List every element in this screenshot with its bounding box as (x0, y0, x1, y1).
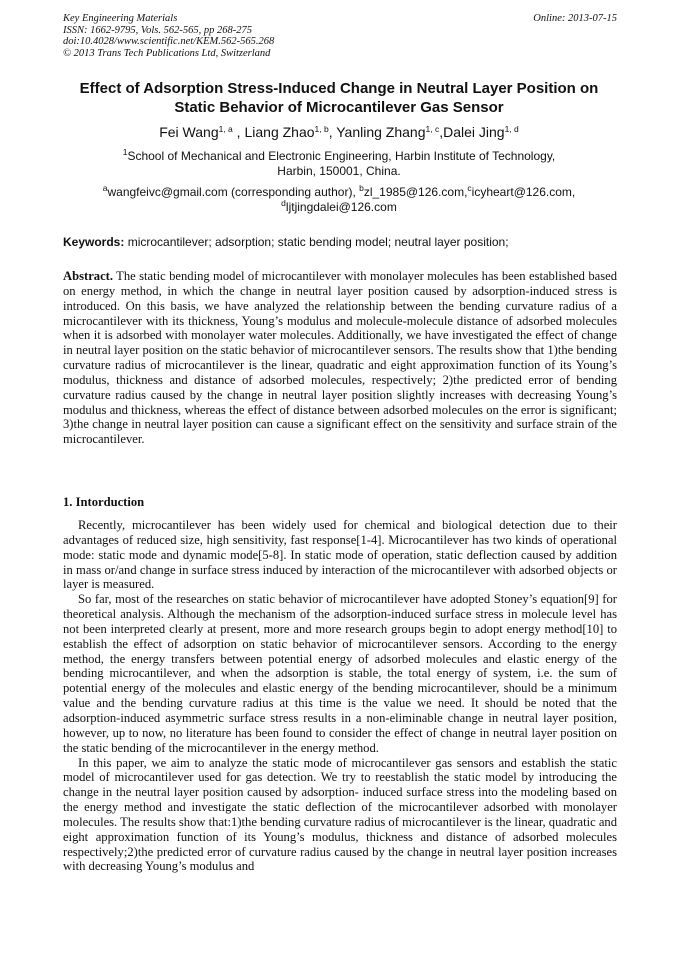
affiliation (40, 149, 638, 179)
author-1-sup: 1, a (218, 124, 233, 134)
email-sup-b: b (359, 183, 364, 193)
author-list (40, 123, 638, 141)
paragraph-2: So far, most of the researches on static behavior of microcantilever have adopted Stoney’s equation[9] for theoretical analysis. Although the mechanism of the adsorption-induced surface stress in molecule level has not been interpreted clearly at present, more and more research groups begin to adopt energy method[10] to establish the effect of adsorption on static behavior of microcantilever sensors. According to the energy method, the energy transfers between potential energy of adsorbed molecules and elastic energy of the bending microcantilever, and when the adsorption is stable, the total energy of system, i.e. the sum of potential energy of the molecules and elastic energy of the bending microcantilever, should be a minimum value and the bending curvature radius at this time is the value we need. It should be noted that the adsorption-induced asymmetric surface stress results in a non-eliminable change in neutral layer position, however, up to now, no literature has been found to consider the effect of change in neutral layer position on the static bending of the microcantilever in the energy method. (63, 592, 617, 755)
author-separator: , (232, 124, 245, 140)
abstract-label: Abstract. (63, 269, 114, 283)
copyright-line: © 2013 Trans Tech Publications Ltd, Switzerland (63, 47, 271, 59)
section-body (63, 518, 617, 874)
journal-header (63, 13, 617, 59)
doi-line: doi:10.4028/www.scientific.net/KEM.562-565.268 (63, 36, 275, 47)
author-separator: , (439, 124, 444, 140)
email-a: wangfeivc@gmail.com (corresponding author), (107, 185, 360, 199)
author-4-sup: 1, d (504, 124, 519, 134)
author-emails (40, 185, 638, 214)
author-2: Liang Zhao (244, 124, 315, 140)
keywords (63, 235, 617, 250)
email-sup-a: a (102, 183, 108, 193)
affiliation-sup: 1 (122, 147, 128, 157)
author-2-sup: 1, b (314, 124, 329, 134)
abstract-text: The static bending model of microcantilever with monolayer molecules has been established based on energy method, in which the change in neutral layer position caused by adsorption-induced stress is introduced. On this basis, we have analyzed the relationship between the bending curvature radius of a microcantilever with its thickness, Young’s modulus and molecule-molecule distance of adsorbed molecules when it is adsorbed with monolayer water molecules. Additionally, we have investigated the effect of change in neutral layer position on the static behavior of microcantilever sensors. The results show that 1)the bending curvature radius of microcantilever is the linear, quadratic and eight approximation function of its Young’s modulus, thickness and distance of adsorbed molecules, respectively; 2)the predicted error of bending curvature radius caused by the change in neutral layer position slightly increases with decreasing Young’s modulus and thickness, whereas the effect of distance between adsorbed molecules on the error is significant; 3)the change in neutral layer position can cause a significant effect on the sensitivity and surface strain of the microcantilever. (63, 269, 617, 447)
email-sup-d: d (281, 197, 286, 208)
abstract (63, 269, 617, 447)
online-date: Online: 2013-07-15 (533, 13, 617, 24)
email-d: ljtjingdalei@126.com (285, 199, 397, 214)
keywords-label: Keywords: (63, 235, 125, 249)
author-1: Fei Wang (159, 124, 219, 140)
author-separator: , (328, 124, 337, 140)
author-3: Yanling Zhang (336, 124, 426, 140)
title-line-1: Effect of Adsorption Stress-Induced Change in Neutral Layer Position on (79, 80, 599, 97)
journal-meta (63, 13, 274, 59)
affiliation-line-1 (40, 149, 638, 164)
email-b: zl_1985@126.com, (363, 185, 468, 199)
affiliation-line-2: Harbin, 150001, China. (277, 164, 401, 178)
paragraph-1: Recently, microcantilever has been widely used for chemical and biological detection due to their advantages of reduced size, high sensitivity, fast response[1-4]. Microcantilever has two kinds of operational mode: static mode and dynamic mode[5-8]. In static mode of operation, static deflection caused by addition in mass or/and change in surface stress induced by interaction of the microcantilever with adsorbed objects or layer is measured. (63, 518, 617, 592)
email-c: icyheart@126.com, (471, 185, 576, 199)
affiliation-text: School of Mechanical and Electronic Engineering, Harbin Institute of Technology, (127, 149, 556, 163)
author-3-sup: 1, c (425, 124, 440, 134)
paper-title (40, 80, 638, 117)
title-line-2: Static Behavior of Microcantilever Gas Sensor (174, 98, 504, 116)
email-sup-c: c (467, 183, 472, 193)
keywords-text: microcantilever; adsorption; static bending model; neutral layer position; (124, 235, 509, 249)
issn-line: ISSN: 1662-9795, Vols. 562-565, pp 268-275 (63, 24, 252, 36)
author-4: Dalei Jing (443, 124, 505, 140)
paragraph-3: In this paper, we aim to analyze the static mode of microcantilever gas sensors and establish the static model of microcantilever used for gas detection. We try to reestablish the static model by introducing the change in the neutral layer position caused by adsorption- induced surface stress into the modeling based on the energy method and investigate the static deflection of the microcantilever adsorbed with monolayer molecules. The results show that:1)the bending curvature radius of microcantilever is the linear, quadratic and eight approximation function of its Young’s modulus, thickness and distance of adsorbed molecules respectively;2)the predicted error of curvature radius caused by the change in neutral layer position increases with decreasing Young’s modulus and (63, 755, 617, 874)
journal-name: Key Engineering Materials (63, 13, 178, 24)
section-heading: 1. Intorduction (63, 495, 145, 509)
